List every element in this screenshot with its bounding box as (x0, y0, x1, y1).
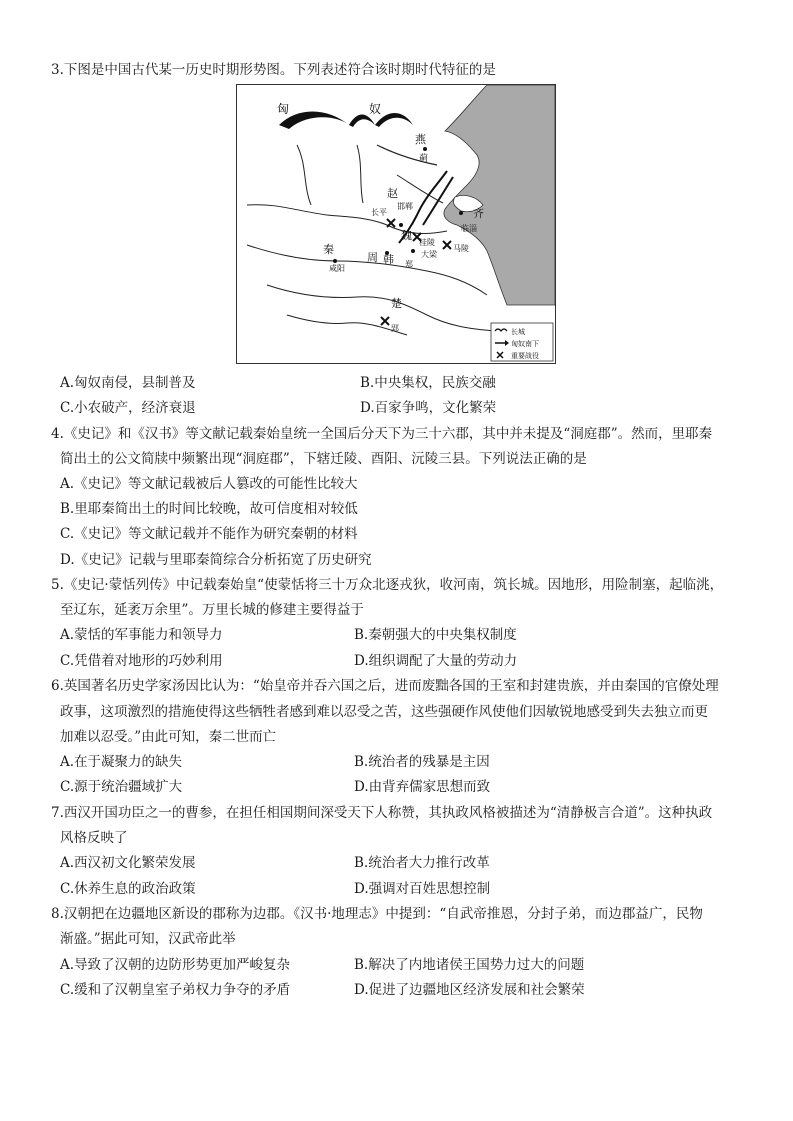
map-label-guiling: 桂陵 (419, 238, 435, 247)
q6-option-b: B.统治者的残暴是主因 (354, 754, 490, 770)
q6-stem-line-3: 加难以忍受。”由此可知，秦二世而亡 (60, 729, 277, 745)
q7-option-b: B.统治者大力推行改革 (354, 855, 490, 871)
q5-stem-line-2: 至辽东，延袤万余里”。万里长城的修建主要得益于 (60, 602, 364, 618)
map-sea (444, 85, 555, 305)
q4-option-d: D.《史记》记载与里耶秦简综合分析拓宽了历史研究 (60, 552, 372, 568)
map-label-daliang: 大梁 (421, 250, 437, 259)
q3-option-d: D.百家争鸣，文化繁荣 (360, 400, 497, 416)
map-label-zhao: 赵 (387, 187, 398, 200)
q4-stem-line-2: 简出土的公文简牍中频繁出现“洞庭郡”，下辖迁陵、酉阳、沅陵三县。下列说法正确的是 (60, 451, 587, 467)
map-label-xianyang: 咸阳 (329, 264, 345, 273)
q8-option-b: B.解决了内地诸侯王国势力过大的问题 (354, 957, 585, 973)
map-label-ji: 蓟 (419, 154, 429, 164)
warring-states-map (236, 84, 556, 364)
q4-option-b: B.里耶秦简出土的时间比较晚，故可信度相对较低 (60, 501, 358, 517)
q8-option-a: A.导致了汉朝的边防形势更加严峻复杂 (60, 957, 291, 973)
legend-label-1: 匈奴南下 (511, 340, 539, 348)
map-label-ying: 郢 (391, 324, 399, 333)
q5-option-c: C.凭借着对地形的巧妙利用 (60, 653, 223, 669)
q3-option-a: A.匈奴南侵，县制普及 (60, 375, 196, 391)
map-label-changping: 长平 (371, 208, 387, 217)
map-svg (237, 85, 555, 363)
legend-label-2: 重要战役 (511, 352, 539, 360)
map-label-qi: 齐 (473, 207, 484, 220)
q4-stem-line-1: 4.《史记》和《汉书》等文献记载秦始皇统一全国后分天下为三十六郡，其中并未提及“洞庭郡”。然而，里耶秦 (51, 426, 713, 442)
map-label-zhou: 周 (367, 251, 378, 264)
q6-option-c: C.源于统治疆域扩大 (60, 779, 183, 795)
map-label-xiong: 匈 (277, 102, 290, 116)
q8-option-d: D.促进了边疆地区经济发展和社会繁荣 (354, 982, 585, 998)
rivers (247, 145, 497, 335)
map-label-linzi: 临淄 (461, 224, 477, 233)
q3-option-c: C.小农破产，经济衰退 (60, 400, 196, 416)
map-label-zheng: 郑 (405, 260, 413, 269)
map-label-yan: 燕 (415, 133, 426, 146)
q8-stem-line-1: 8.汉朝把在边疆地区新设的郡称为边郡。《汉书·地理志》中提到：“自武帝推恩，分封子弟，而边郡益广，民物 (51, 906, 703, 922)
q6-option-a: A.在于凝聚力的缺失 (60, 754, 183, 770)
legend-label-0: 长城 (511, 328, 525, 336)
q7-option-d: D.强调对百姓思想控制 (354, 881, 491, 897)
q5-option-a: A.蒙恬的军事能力和领导力 (60, 627, 223, 643)
q5-stem-line-1: 5.《史记·蒙恬列传》中记载秦始皇“使蒙恬将三十万众北逐戎狄，收河南，筑长城。因地形，用险制塞，起临洮， (51, 577, 724, 593)
map-label-wei: 魏 (401, 229, 412, 242)
q4-option-c: C.《史记》等文献记载并不能作为研究秦朝的材料 (60, 526, 358, 542)
great-wall (279, 112, 413, 130)
q6-stem-line-1: 6.英国著名历史学家汤因比认为：“始皇帝并吞六国之后，进而废黜各国的王室和封建贵族，并由秦国的官僚处理 (51, 678, 719, 694)
q7-option-c: C.休养生息的政治政策 (60, 881, 196, 897)
q7-stem-line-1: 7.西汉开国功臣之一的曹参，在担任相国期间深受天下人称赞，其执政风格被描述为“清静极言合道”。这种执政 (51, 805, 713, 821)
map-legend (491, 323, 553, 361)
map-label-han: 韩 (383, 253, 394, 266)
q3-stem-line-1: 3.下图是中国古代某一历史时期形势图。下列表述符合该时期时代特征的是 (51, 62, 496, 78)
q3-option-b: B.中央集权，民族交融 (360, 375, 496, 391)
map-label-chu: 楚 (391, 297, 402, 310)
q5-option-b: B.秦朝强大的中央集权制度 (354, 627, 517, 643)
q5-option-d: D.组织调配了大量的劳动力 (354, 653, 518, 669)
map-label-nu: 奴 (369, 102, 382, 116)
q4-option-a: A.《史记》等文献记载被后人篡改的可能性比较大 (60, 476, 358, 492)
map-label-maling: 马陵 (453, 244, 469, 253)
q8-stem-line-2: 渐盛。”据此可知，汉武帝此举 (60, 931, 236, 947)
map-label-handan: 邯郸 (397, 202, 413, 211)
q7-option-a: A.西汉初文化繁荣发展 (60, 855, 196, 871)
q6-stem-line-2: 政事，这项激烈的措施使得这些牺牲者感到难以忍受之苦，这些强硬作风使他们因敏锐地感受到失去独立而更 (60, 704, 708, 720)
q6-option-d: D.由背弃儒家思想而致 (354, 779, 491, 795)
q7-stem-line-2: 风格反映了 (60, 830, 128, 846)
q8-option-c: C.缓和了汉朝皇室子弟权力争夺的矛盾 (60, 982, 291, 998)
map-label-qin: 秦 (323, 243, 334, 256)
